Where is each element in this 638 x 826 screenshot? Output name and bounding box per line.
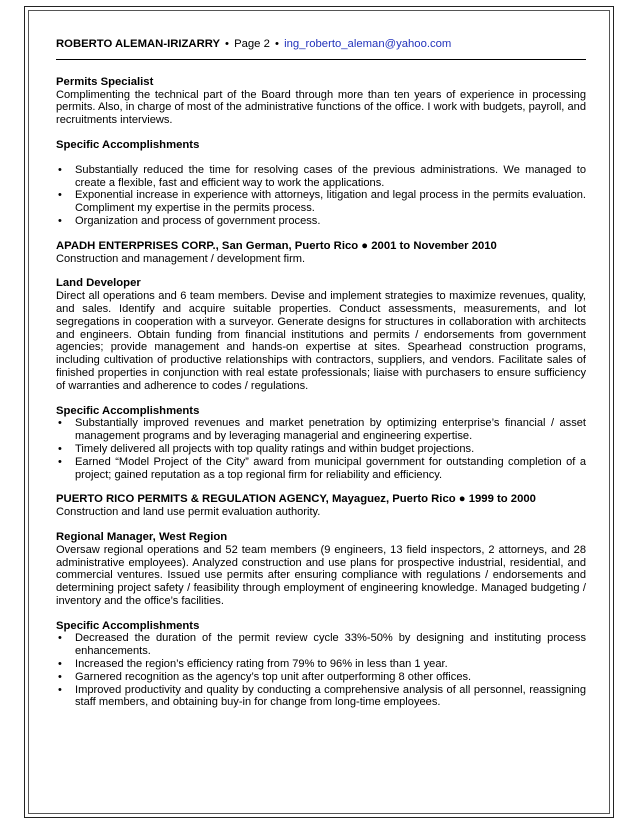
company-heading: PUERTO RICO PERMITS & REGULATION AGENCY, Mayaguez, Puerto Rico ● 1999 to 2000 — [56, 493, 536, 506]
accomplishments-list — [56, 417, 586, 481]
accomplishments-list — [56, 632, 586, 709]
header-separator: • — [224, 38, 229, 50]
job-title: Land Developer — [56, 277, 141, 290]
page-number: Page 2 — [234, 38, 270, 50]
list-item: • Garnered recognition as the agency’s top unit after outperforming 8 other offices. — [56, 671, 586, 684]
list-item: • Improved productivity and quality by conducting a comprehensive analysis of all personnel, reassigning staff members, and obtaining buy-in for change from long-time employees. — [56, 684, 586, 710]
list-item: • Timely delivered all projects with top quality ratings and within budget projections. — [56, 443, 586, 456]
list-item: • Earned “Model Project of the City” award from municipal government for outstanding completion of a project; gained reputation as a top regional firm for reliability and efficiency. — [56, 456, 586, 482]
list-item: • Increased the region’s efficiency rating from 79% to 96% in less than 1 year. — [56, 658, 586, 671]
list-item: • Substantially improved revenues and market penetration by optimizing enterprise’s financial / asset management programs and by leveraging managerial and engineering expertise. — [56, 417, 586, 443]
accomplishments-list — [56, 164, 586, 228]
company-description: Construction and management / development firm. — [56, 252, 306, 265]
company-heading: APADH ENTERPRISES CORP., San German, Puerto Rico ● 2001 to November 2010 — [56, 239, 497, 252]
resume-page — [56, 38, 586, 709]
page-header — [56, 38, 586, 60]
list-item: • Substantially reduced the time for resolving cases of the previous administrations. We managed to create a flexible, fast and efficient way to work the applications. — [56, 164, 586, 190]
company-description: Construction and land use permit evaluation authority. — [56, 506, 321, 519]
job-description: Oversaw regional operations and 52 team members (9 engineers, 13 field inspectors, 2 attorneys, and 28 administrative employees). Analyzed construction and use plans for prospective industrial, residential, and commercial ventures. Issued use permits after ensuring compliance with regulations / endorsements and determining project safety / feasibility through employment of engineering knowledge. Managed budgeting / inventory and the office’s facilities. — [56, 543, 586, 607]
header-separator: • — [275, 38, 279, 50]
accomplishments-heading: Specific Accomplishments — [56, 619, 200, 632]
job-description: Direct all operations and 6 team members. Devise and implement strategies to maximize revenues, quality, and sales. Identify and acquire suitable properties. Conduct assessments, measurements, and lot segregations in cooperation with a surveyor. Generate designs for structures in collaboration with architects and engineers. Obtain funding from financial institutions and permits / endorsements from government agencies; provide management and hands-on expertise at sites. Spearhead construction programs, including cultivation of productive relationships with contractors, suppliers, and vendors. Facilitate sales of finished properties in conjunction with real estate professionals; liaise with purchasers to ensure sufficiency of warranties and adherence to codes / regulations. — [56, 290, 586, 392]
job-title: Permits Specialist — [56, 75, 154, 88]
accomplishments-heading: Specific Accomplishments — [56, 138, 200, 151]
list-item: • Exponential increase in experience with attorneys, litigation and legal process in the permits evaluation. Compliment my expertise in the permits process. — [56, 189, 586, 215]
job-description: Complimenting the technical part of the Board through more than ten years of experience in processing permits. Also, in charge of most of the administrative functions of the office. I work with budgets, payroll, and recruitments interviews. — [56, 88, 586, 127]
list-item: • Organization and process of government process. — [56, 215, 586, 228]
list-item: • Decreased the duration of the permit review cycle 33%-50% by designing and instituting process enhancements. — [56, 632, 586, 658]
candidate-name: ROBERTO ALEMAN-IRIZARRY — [56, 38, 220, 50]
accomplishments-heading: Specific Accomplishments — [56, 404, 200, 417]
email-link[interactable]: ing_roberto_aleman@yahoo.com — [284, 38, 452, 50]
job-title: Regional Manager, West Region — [56, 530, 228, 543]
